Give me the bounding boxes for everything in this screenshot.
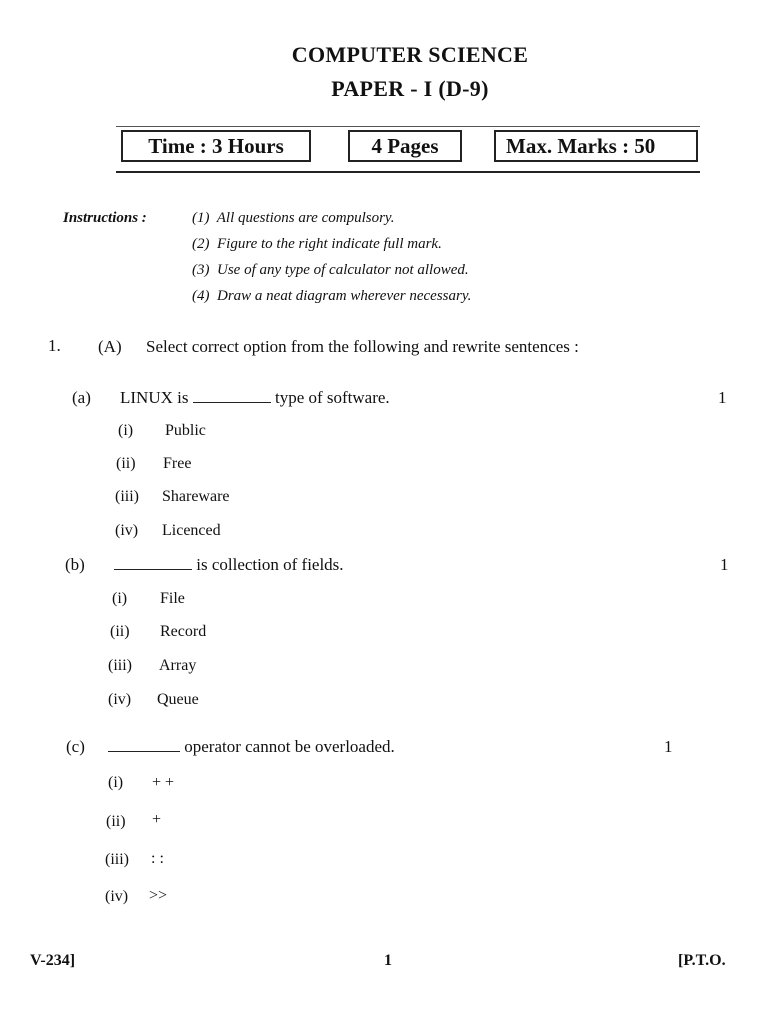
answer-blank [108,737,180,752]
time-box [121,130,311,162]
question-instruction: Select correct option from the following and rewrite sentences : [146,337,579,356]
max-marks-box [494,130,698,162]
instruction-text: Use of any type of calculator not allowed. [217,262,469,278]
option-number: (i) [108,774,124,791]
option-number: (iii) [115,488,139,505]
option-number: (iv) [115,522,139,539]
pages-box [348,130,462,162]
answer-blank [114,555,192,570]
subquestion-text [108,737,395,757]
instruction-number: (2) [192,236,210,252]
option-text: File [160,590,185,607]
option-text: + [152,811,162,828]
subject-title: COMPUTER SCIENCE [291,42,529,67]
instruction-text: All questions are compulsory. [216,210,395,226]
option-text: Free [163,455,192,472]
instruction-text: Figure to the right indicate full mark. [217,236,442,252]
option-number: (ii) [116,455,136,472]
subquestion-label: (a) [72,388,91,407]
paper-title: PAPER - I (D-9) [331,76,489,101]
option-text: Licenced [162,522,221,539]
subquestion-marks: 1 [718,388,727,407]
option-number: (i) [112,590,128,607]
subquestion-label: (b) [65,555,85,574]
option-text: Record [160,623,207,640]
option-number: (ii) [106,813,126,830]
option-text: Public [165,422,206,439]
answer-blank [193,388,271,403]
max-marks-text: Max. Marks : 50 [506,133,656,158]
instruction-item [192,262,469,279]
instruction-number: (3) [192,262,210,278]
option-text: Array [159,657,197,674]
option-number: (ii) [110,623,130,640]
instruction-number: (1) [192,210,210,226]
subquestion-marks: 1 [720,555,729,574]
subquestion-text-after: operator cannot be overloaded. [184,737,395,756]
subquestion-text-after: type of software. [274,388,390,407]
option-text: : : [151,850,164,867]
option-number: (iii) [105,851,129,868]
option-text: Queue [157,691,199,708]
subquestion-marks: 1 [664,737,673,756]
question-number: 1. [48,336,61,355]
option-number: (iii) [108,657,132,674]
option-text: Shareware [162,488,230,505]
question-part-label: (A) [98,337,122,356]
instruction-number: (4) [192,288,210,304]
option-number: (i) [118,422,134,439]
subquestion-label: (c) [66,737,85,756]
pages-text: 4 Pages [371,133,439,158]
subquestion-text [120,388,390,408]
subquestion-text-after: is collection of fields. [196,555,344,574]
instruction-item [192,236,442,253]
option-text: >> [149,887,168,904]
option-text: + + [152,774,175,791]
instruction-text: Draw a neat diagram wherever necessary. [217,288,472,304]
option-number: (iv) [105,888,129,905]
instruction-item [192,288,471,305]
time-text: Time : 3 Hours [148,133,284,158]
option-number: (iv) [108,691,132,708]
pto-label: [P.T.O. [678,952,726,969]
page-number: 1 [384,952,392,969]
paper-code: V-234] [30,952,76,969]
instructions-label: Instructions : [63,210,147,226]
instruction-item [192,210,395,227]
subquestion-text [114,555,344,575]
subquestion-text-before: LINUX is [120,388,189,407]
